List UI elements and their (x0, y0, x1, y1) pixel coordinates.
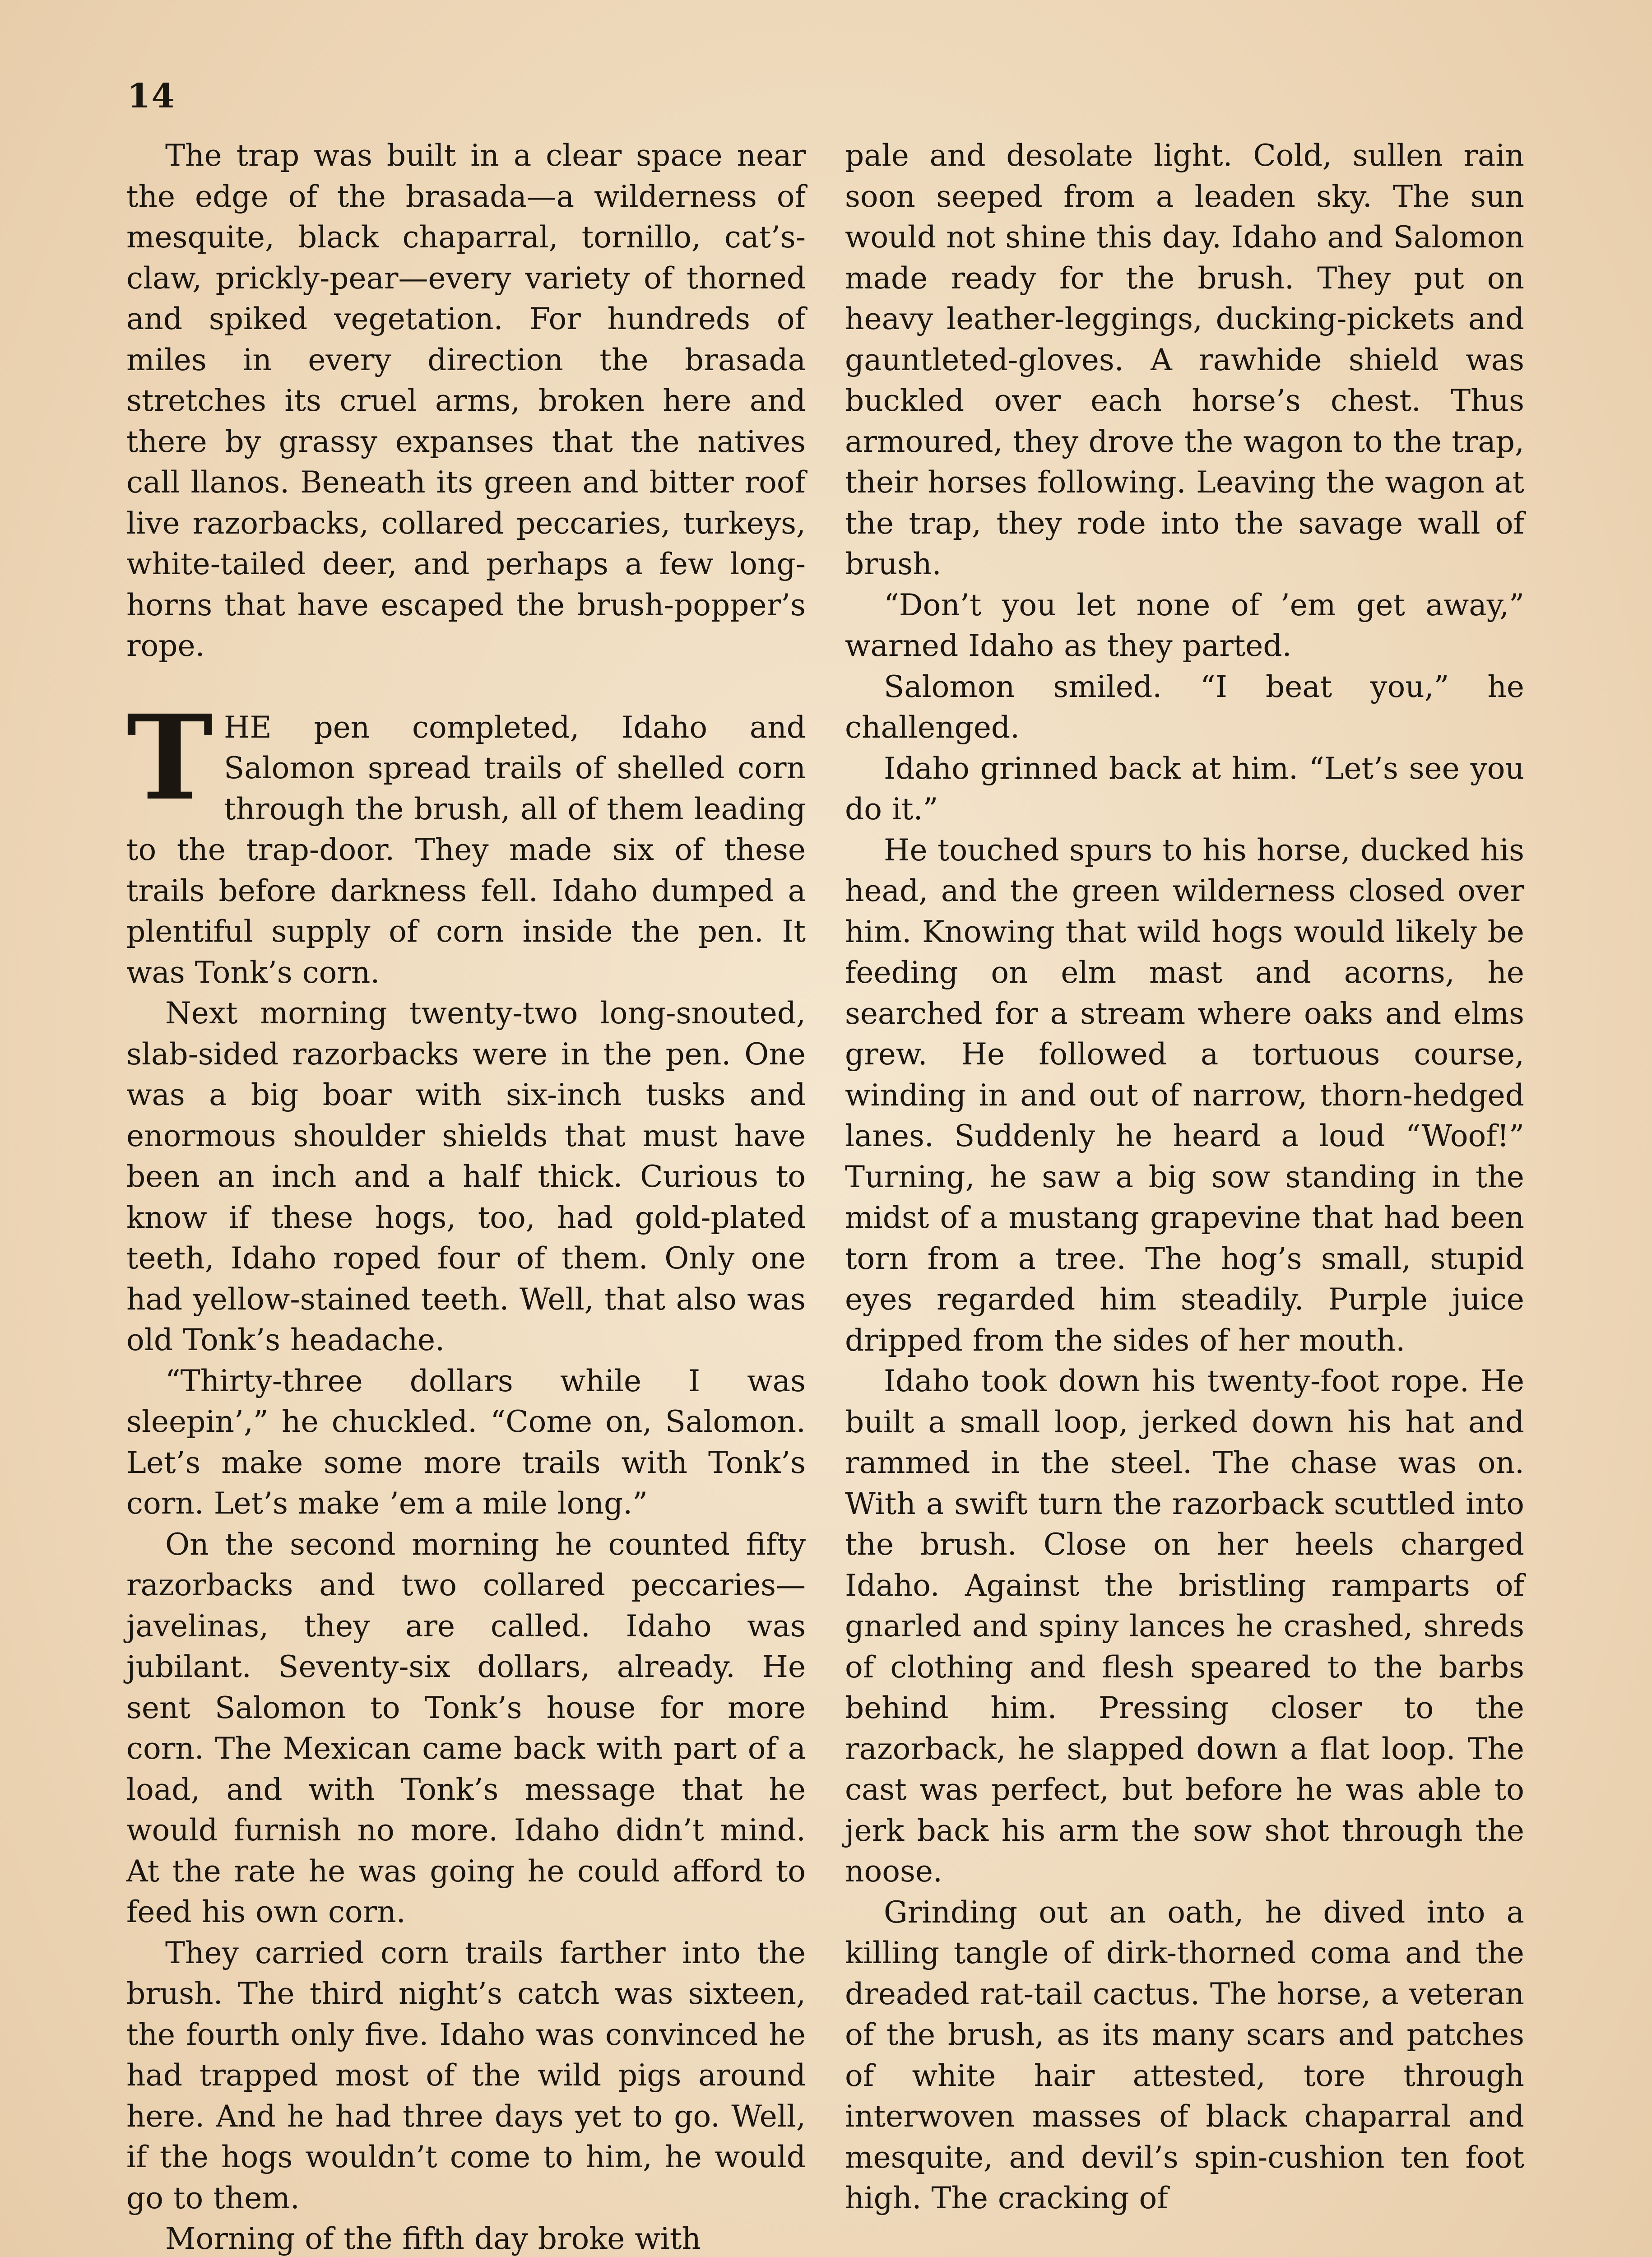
paragraph: Morning of the fifth day broke with (165, 2221, 701, 2256)
page-number: 14 (127, 77, 176, 116)
paragraph: Grinding out an oath, he dived into a killing tangle of dirk-thorned coma and the dreaded rat-tail cactus. The horse, a veteran of the brush, as its many scars and patches of white hair attested, tore through interwoven masses of black chaparral and mesquite, and devil’s spin-cushion ten foot high. The cracking of (845, 1895, 1524, 2215)
paragraph: He touched spurs to his horse, ducked his head, and the green wilderness closed over him. Knowing that wild hogs would likely be feeding on elm mast and acorns, he searched for a stream where oaks and elms grew. He followed a tortuous course, winding in and out of narrow, thorn-hedged lanes. Suddenly he heard a loud “Woof!” Turning, he saw a big sow standing in the midst of a mustang grapevine that had been torn from a tree. The hog’s small, stupid eyes regarded him steadily. Purple juice dripped from the sides of her mouth. (845, 832, 1524, 1358)
left-column (126, 135, 806, 2257)
paragraph: The trap was built in a clear space near the edge of the brasada—a wilderness of mesquite, black chaparral, tornillo, cat’s-claw, prickly-pear—every variety of thorned and spiked vegetation. For hundreds of miles in every direction the brasada stretches its cruel arms, broken here and there by grassy expanses that the natives call llanos. Beneath its green and bitter roof live razorbacks, collared peccaries, turkeys, white-tailed deer, and perhaps a few long-horns that have escaped the brush-popper’s rope. (126, 138, 806, 663)
paragraph: “Thirty-three dollars while I was sleepin’,” he chuckled. “Come on, Salomon. Let’s make some more trails with Tonk’s corn. Let’s make ’em a mile long.” (126, 1363, 806, 1521)
drop-cap-letter: T (126, 689, 213, 826)
paragraph: Idaho grinned back at him. “Let’s see you do it.” (845, 751, 1524, 827)
paragraph: “Don’t you let none of ’em get away,” warned Idaho as they parted. (845, 587, 1524, 663)
paragraph: Idaho took down his twenty-foot rope. He built a small loop, jerked down his hat and rammed in the steel. The chase was on. With a swift turn the razorback scuttled into the brush. Close on her heels charged Idaho. Against the bristling ramparts of gnarled and spiny lances he crashed, shreds of clothing and flesh speared to the barbs behind him. Pressing closer to the razorback, he slapped down a flat loop. The cast was perfect, but before he was able to jerk back his arm the sow shot through the noose. (845, 1364, 1524, 1889)
paragraph: They carried corn trails farther into the brush. The third night’s catch was sixteen, the fourth only five. Idaho was convinced he had trapped most of the wild pigs around here. And he had three days yet to go. Well, if the hogs wouldn’t come to him, he would go to them. (126, 1935, 806, 2215)
paragraph: Next morning twenty-two long-snouted, slab-sided razorbacks were in the pen. One was a big boar with six-inch tusks and enormous shoulder shields that must have been an inch and a half thick. Curious to know if these hogs, too, had gold-plated teeth, Idaho roped four of them. Only one had yellow-stained teeth. Well, that also was old Tonk’s headache. (126, 996, 806, 1357)
dropcap-paragraph (126, 689, 806, 994)
dropcap-paragraph-text: HE pen completed, Idaho and Salomon spread trails of shelled corn through the brush, all of them leading to the trap-door. They made six of these trails before darkness fell. Idaho dumped a plentiful supply of corn inside the pen. It was Tonk’s corn. (126, 710, 806, 990)
paragraph: pale and desolate light. Cold, sullen rain soon seeped from a leaden sky. The sun would not shine this day. Idaho and Salomon made ready for the brush. They put on heavy leather-leggings, ducking-pickets and gauntleted-gloves. A rawhide shield was buckled over each horse’s chest. Thus armoured, they drove the wagon to the trap, their horses following. Leaving the wagon at the trap, they rode into the savage wall of brush. (845, 138, 1524, 581)
paragraph: Salomon smiled. “I beat you,” he challenged. (845, 669, 1524, 745)
right-column (845, 135, 1524, 2219)
paragraph: On the second morning he counted fifty razorbacks and two collared peccaries—javelinas, they are called. Idaho was jubilant. Seventy-six dollars, already. He sent Salomon to Tonk’s house for more corn. The Mexican came back with part of a load, and with Tonk’s message that he would furnish no more. Idaho didn’t mind. At the rate he was going he could afford to feed his own corn. (126, 1527, 806, 1929)
